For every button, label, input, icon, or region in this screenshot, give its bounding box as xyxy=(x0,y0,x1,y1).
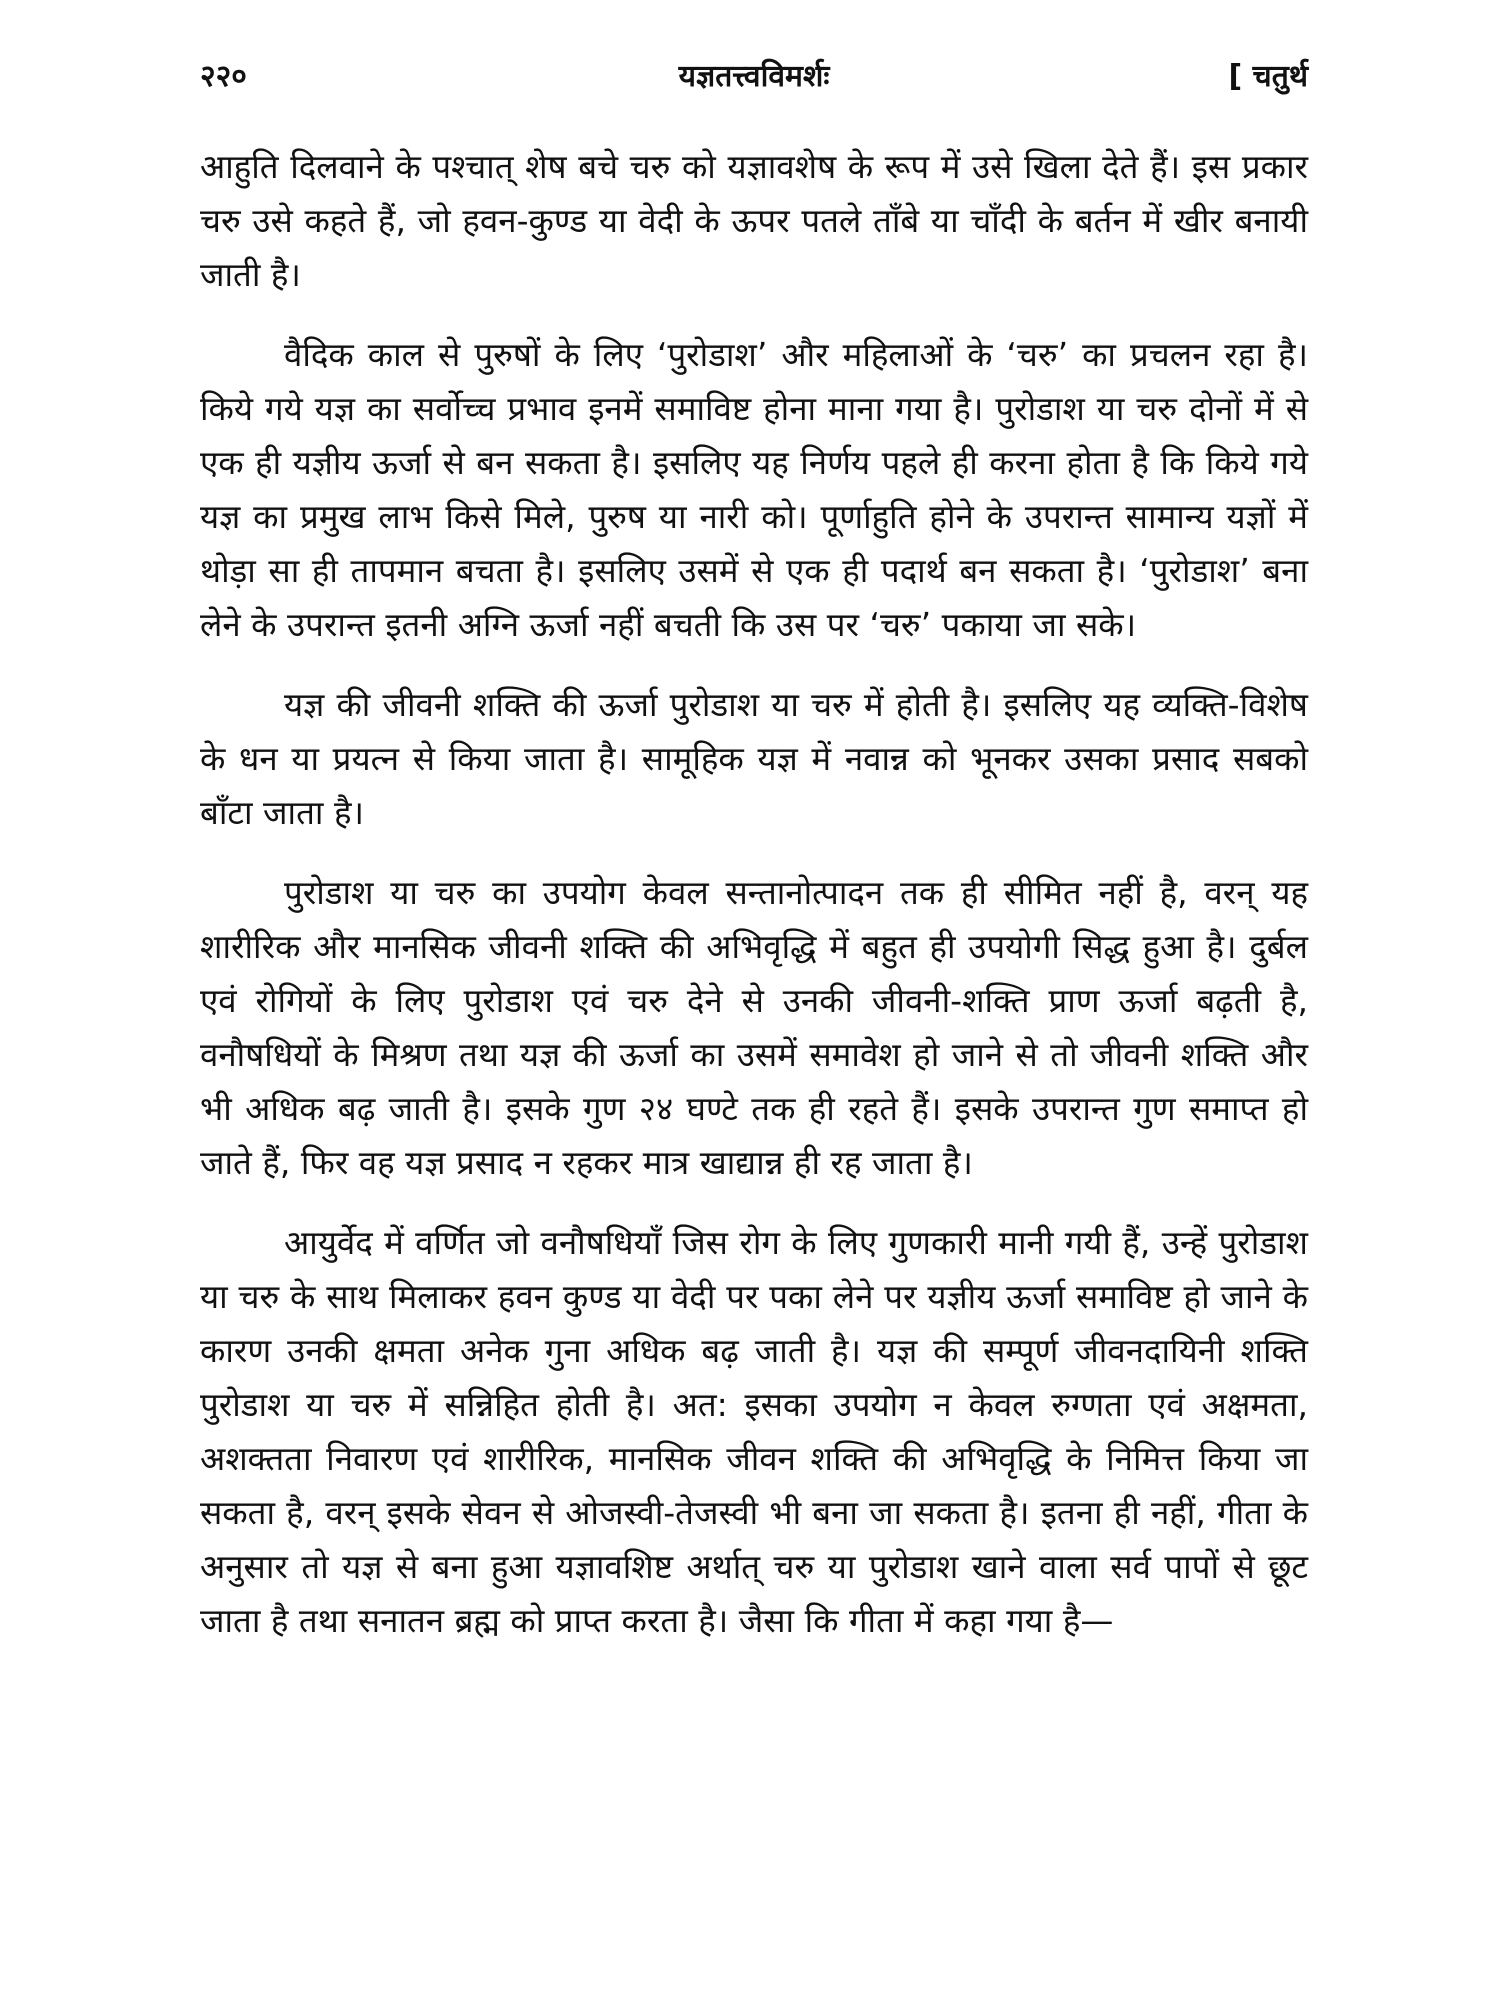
paragraph-2: वैदिक काल से पुरुषों के लिए ‘पुरोडाश’ और महिलाओं के ‘चरु’ का प्रचलन रहा है। किये गये यज्ञ का सर्वोच्च प्रभाव इनमें समाविष्ट होना माना गया है। पुरोडाश या चरु दोनों में से एक ही यज्ञीय ऊर्जा से बन सकता है। इसलिए यह निर्णय पहले ही करना होता है कि किये गये यज्ञ का प्रमुख लाभ किसे मिले, पुरुष या नारी को। पूर्णाहुति होने के उपरान्त सामान्य यज्ञों में थोड़ा सा ही तापमान बचता है। इसलिए उसमें से एक ही पदार्थ बन सकता है। ‘पुरोडाश’ बना लेने के उपरान्त इतनी अग्नि ऊर्जा नहीं बचती कि उस पर ‘चरु’ पकाया जा सके। xyxy=(200,335,1308,644)
paragraph-3: यज्ञ की जीवनी शक्ति की ऊर्जा पुरोडाश या चरु में होती है। इसलिए यह व्यक्ति-विशेष के धन या प्रयत्न से किया जाता है। सामूहिक यज्ञ में नवान्न को भूनकर उसका प्रसाद सबको बाँटा जाता है। xyxy=(200,685,1308,832)
running-title: यज्ञतत्त्वविमर्शः xyxy=(678,59,830,94)
paragraph-5: आयुर्वेद में वर्णित जो वनौषधियाँ जिस रोग के लिए गुणकारी मानी गयी हैं, उन्हें पुरोडाश या चरु के साथ मिलाकर हवन कुण्ड या वेदी पर पका लेने पर यज्ञीय ऊर्जा समाविष्ट हो जाने के कारण उनकी क्षमता अनेक गुना अधिक बढ़ जाती है। यज्ञ की सम्पूर्ण जीवनदायिनी शक्ति पुरोडाश या चरु में सन्निहित होती है। अत: इसका उपयोग न केवल रुग्णता एवं अक्षमता, अशक्तता निवारण एवं शारीरिक, मानसिक जीवन शक्ति की अभिवृद्धि के निमित्त किया जा सकता है, वरन् इसके सेवन से ओजस्वी-तेजस्वी भी बना जा सकता है। इतना ही नहीं, गीता के अनुसार तो यज्ञ से बना हुआ यज्ञावशिष्ट अर्थात् चरु या पुरोडाश खाने वाला सर्व पापों से छूट जाता है तथा सनातन ब्रह्म को प्राप्त करता है। जैसा कि गीता में कहा गया है— xyxy=(200,1223,1308,1640)
page-number: २२० xyxy=(200,59,247,94)
page-body xyxy=(200,140,1308,1674)
page-header xyxy=(200,52,1308,102)
paragraph-1: आहुति दिलवाने के पश्चात् शेष बचे चरु को यज्ञावशेष के रूप में उसे खिला देते हैं। इस प्रकार चरु उसे कहते हैं, जो हवन-कुण्ड या वेदी के ऊपर पतले ताँबे या चाँदी के बर्तन में खीर बनायी जाती है। xyxy=(200,147,1308,294)
chapter-label: [ चतुर्थ xyxy=(1228,59,1308,94)
paragraph-4: पुरोडाश या चरु का उपयोग केवल सन्तानोत्पादन तक ही सीमित नहीं है, वरन् यह शारीरिक और मानसिक जीवनी शक्ति की अभिवृद्धि में बहुत ही उपयोगी सिद्ध हुआ है। दुर्बल एवं रोगियों के लिए पुरोडाश एवं चरु देने से उनकी जीवनी-शक्ति प्राण ऊर्जा बढ़ती है, वनौषधियों के मिश्रण तथा यज्ञ की ऊर्जा का उसमें समावेश हो जाने से तो जीवनी शक्ति और भी अधिक बढ़ जाती है। इसके गुण २४ घण्टे तक ही रहते हैं। इसके उपरान्त गुण समाप्त हो जाते हैं, फिर वह यज्ञ प्रसाद न रहकर मात्र खाद्यान्न ही रह जाता है। xyxy=(200,873,1308,1182)
